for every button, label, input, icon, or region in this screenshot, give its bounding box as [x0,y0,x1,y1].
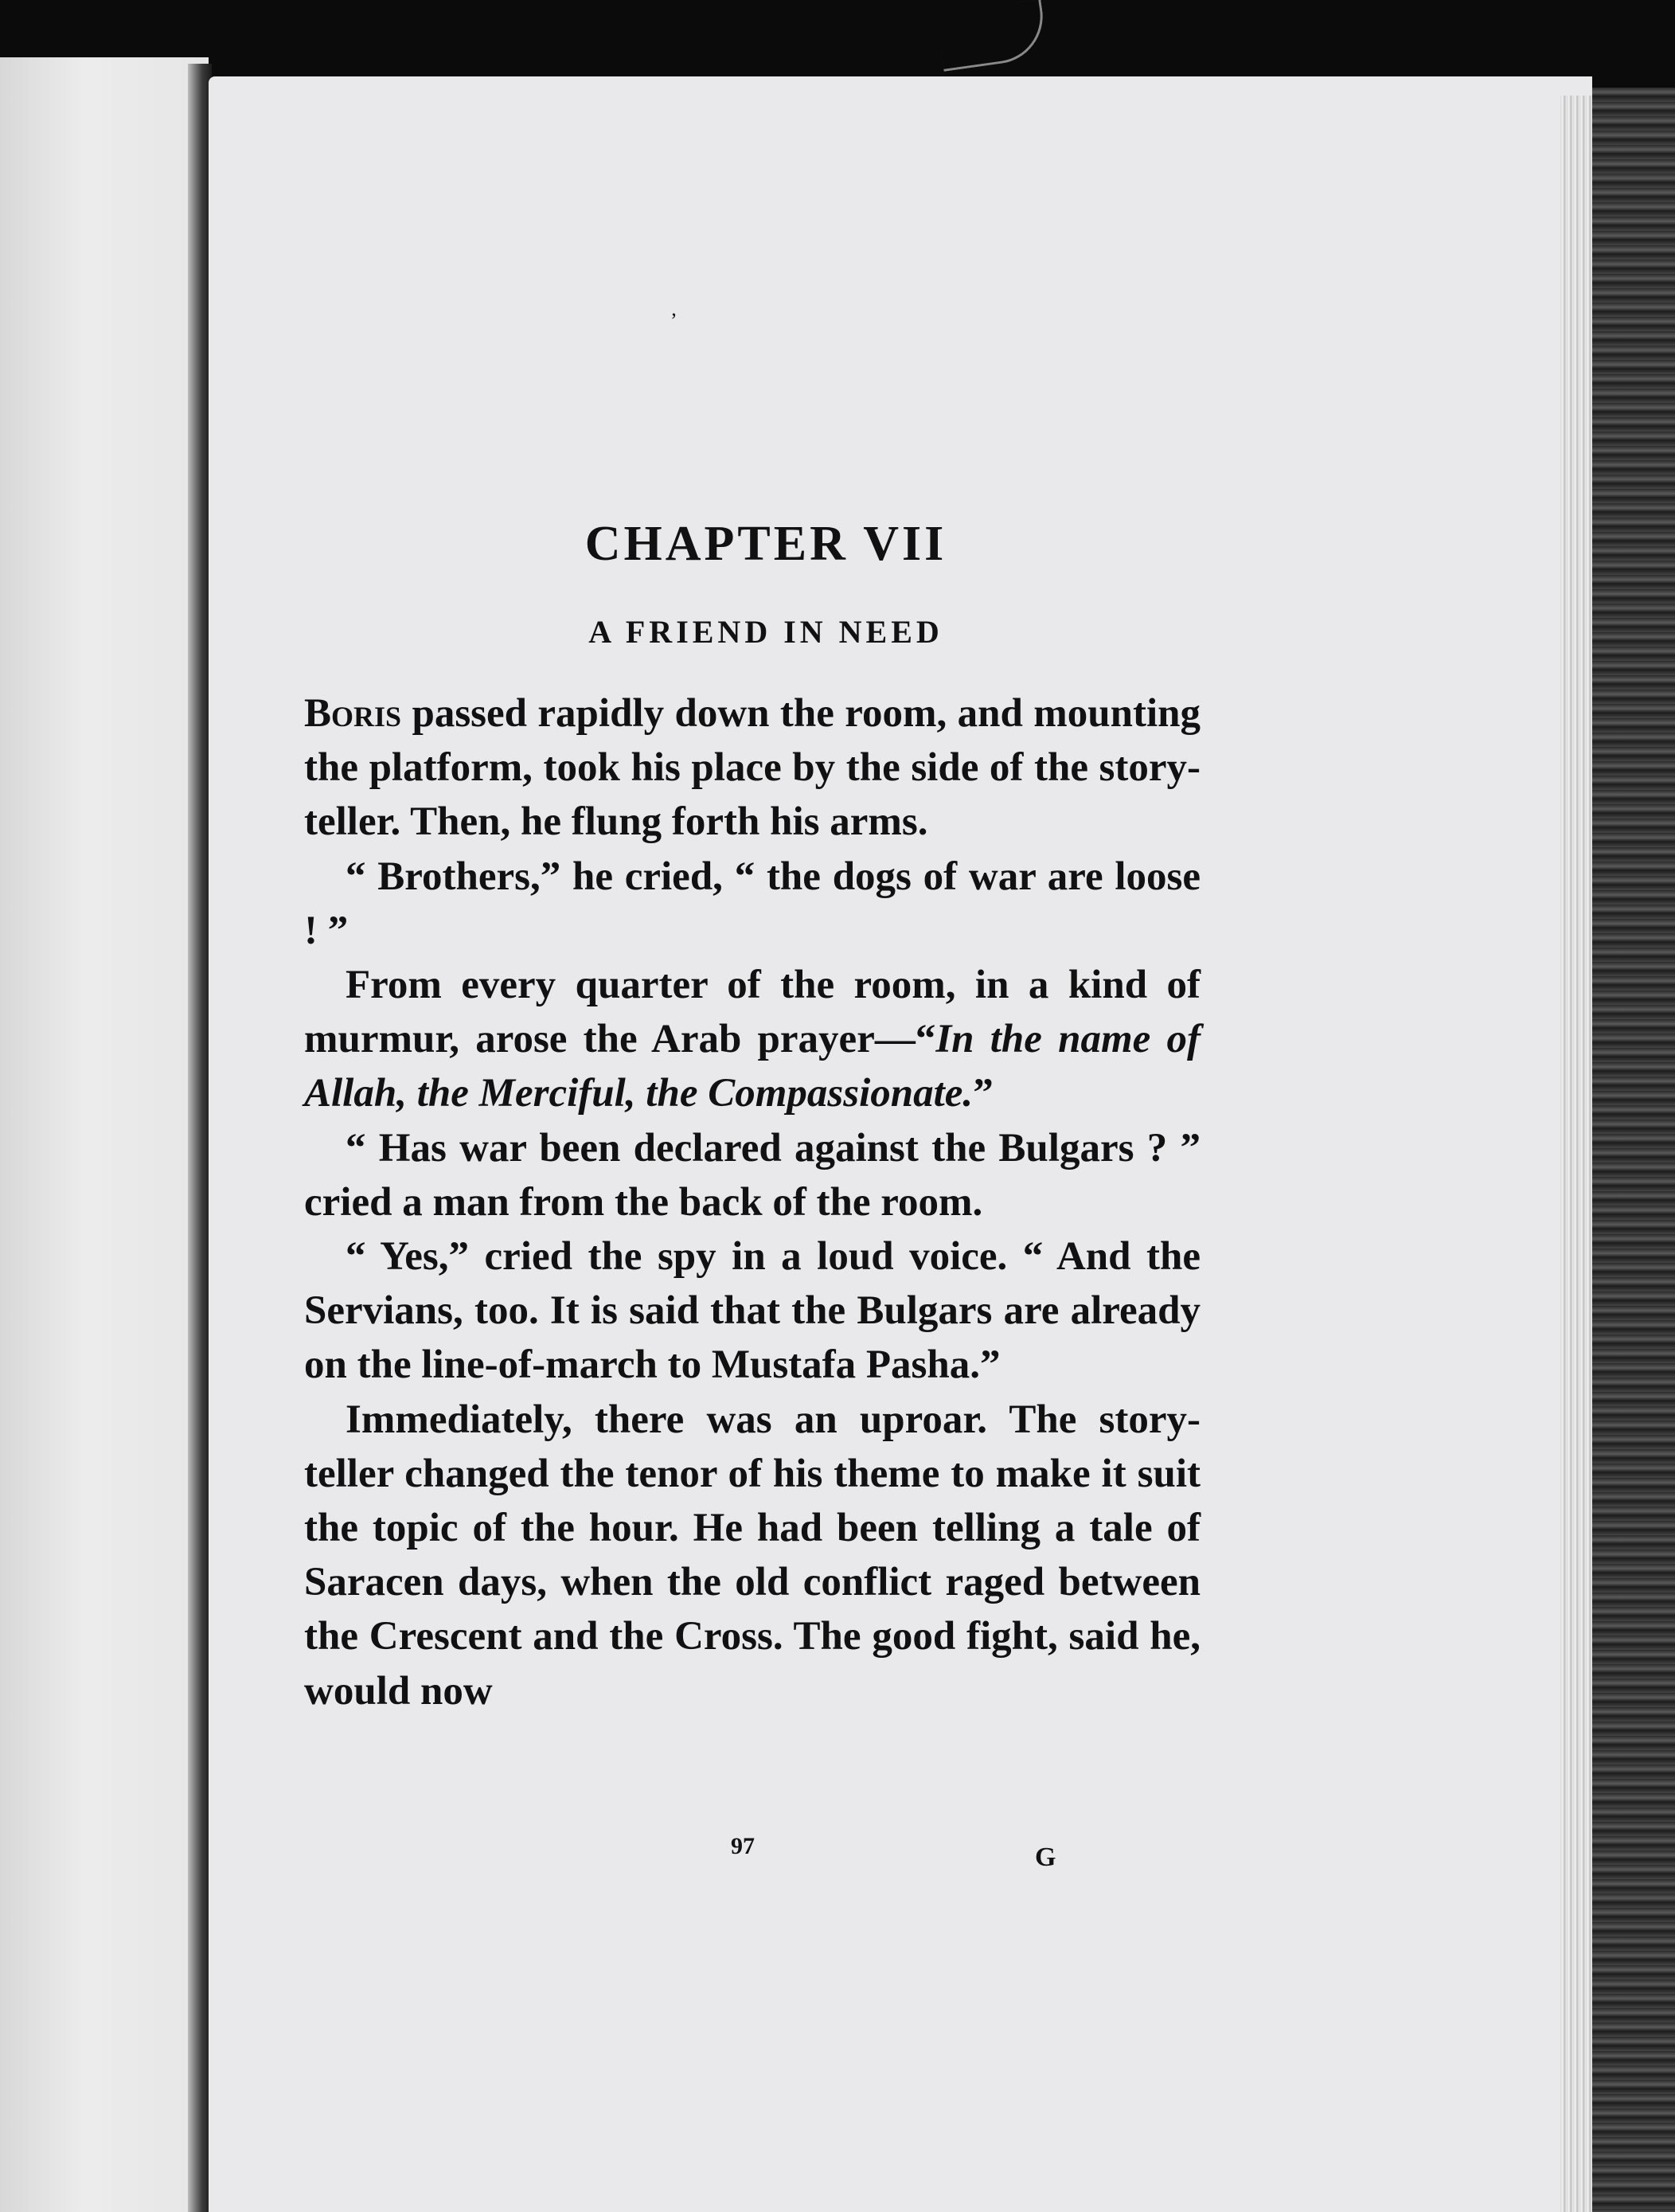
scan-artifact [936,0,1049,72]
margin-mark: ʼ [670,309,677,332]
chapter-subtitle: A FRIEND IN NEED [588,614,943,650]
page-number: 97 [731,1833,755,1859]
paragraph-1 [304,686,1201,850]
prayer-quote: In the name of Allah, the Merciful, the Compassionate. [304,1017,1201,1116]
paragraph-5: “ Yes,” cried the spy in a loud voice. “ And the Servians, too. It is said that the Bulgars are already on the line-of-march to Mustafa Pasha.” [304,1234,1201,1388]
page-edges [1560,96,1592,2212]
paragraph-6: Immediately, there was an uproar. The story-teller changed the tenor of his theme to make it suit the topic of the hour. He had been telling a tale of Saracen days, when the old conflict raged between the Crescent and the Cross. The good fight, said he, would now [304,1397,1201,1714]
paragraph-2: “ Brothers,” he cried, “ the dogs of war are loose ! ” [304,854,1201,953]
signature-mark: G [1035,1843,1056,1872]
body-text [304,686,1201,1718]
opening-word: Boris [304,691,402,736]
paragraph-1-text: passed rapidly down the room, and mounting the platform, took his place by the side of the story-teller. Then, he flung forth his arms. [304,691,1201,845]
facing-page-left [0,57,209,2212]
paragraph-4: “ Has war been declared against the Bulgars ? ” cried a man from the back of the room. [304,1125,1201,1225]
paragraph-3-text: From every quarter of the room, in a kind of murmur, arose the Arab prayer—“ [304,963,1201,1062]
paragraph-3 [304,958,1201,1121]
closing-quote: ” [973,1071,994,1116]
book-binding [1592,88,1675,2212]
chapter-title: CHAPTER VII [584,517,947,571]
